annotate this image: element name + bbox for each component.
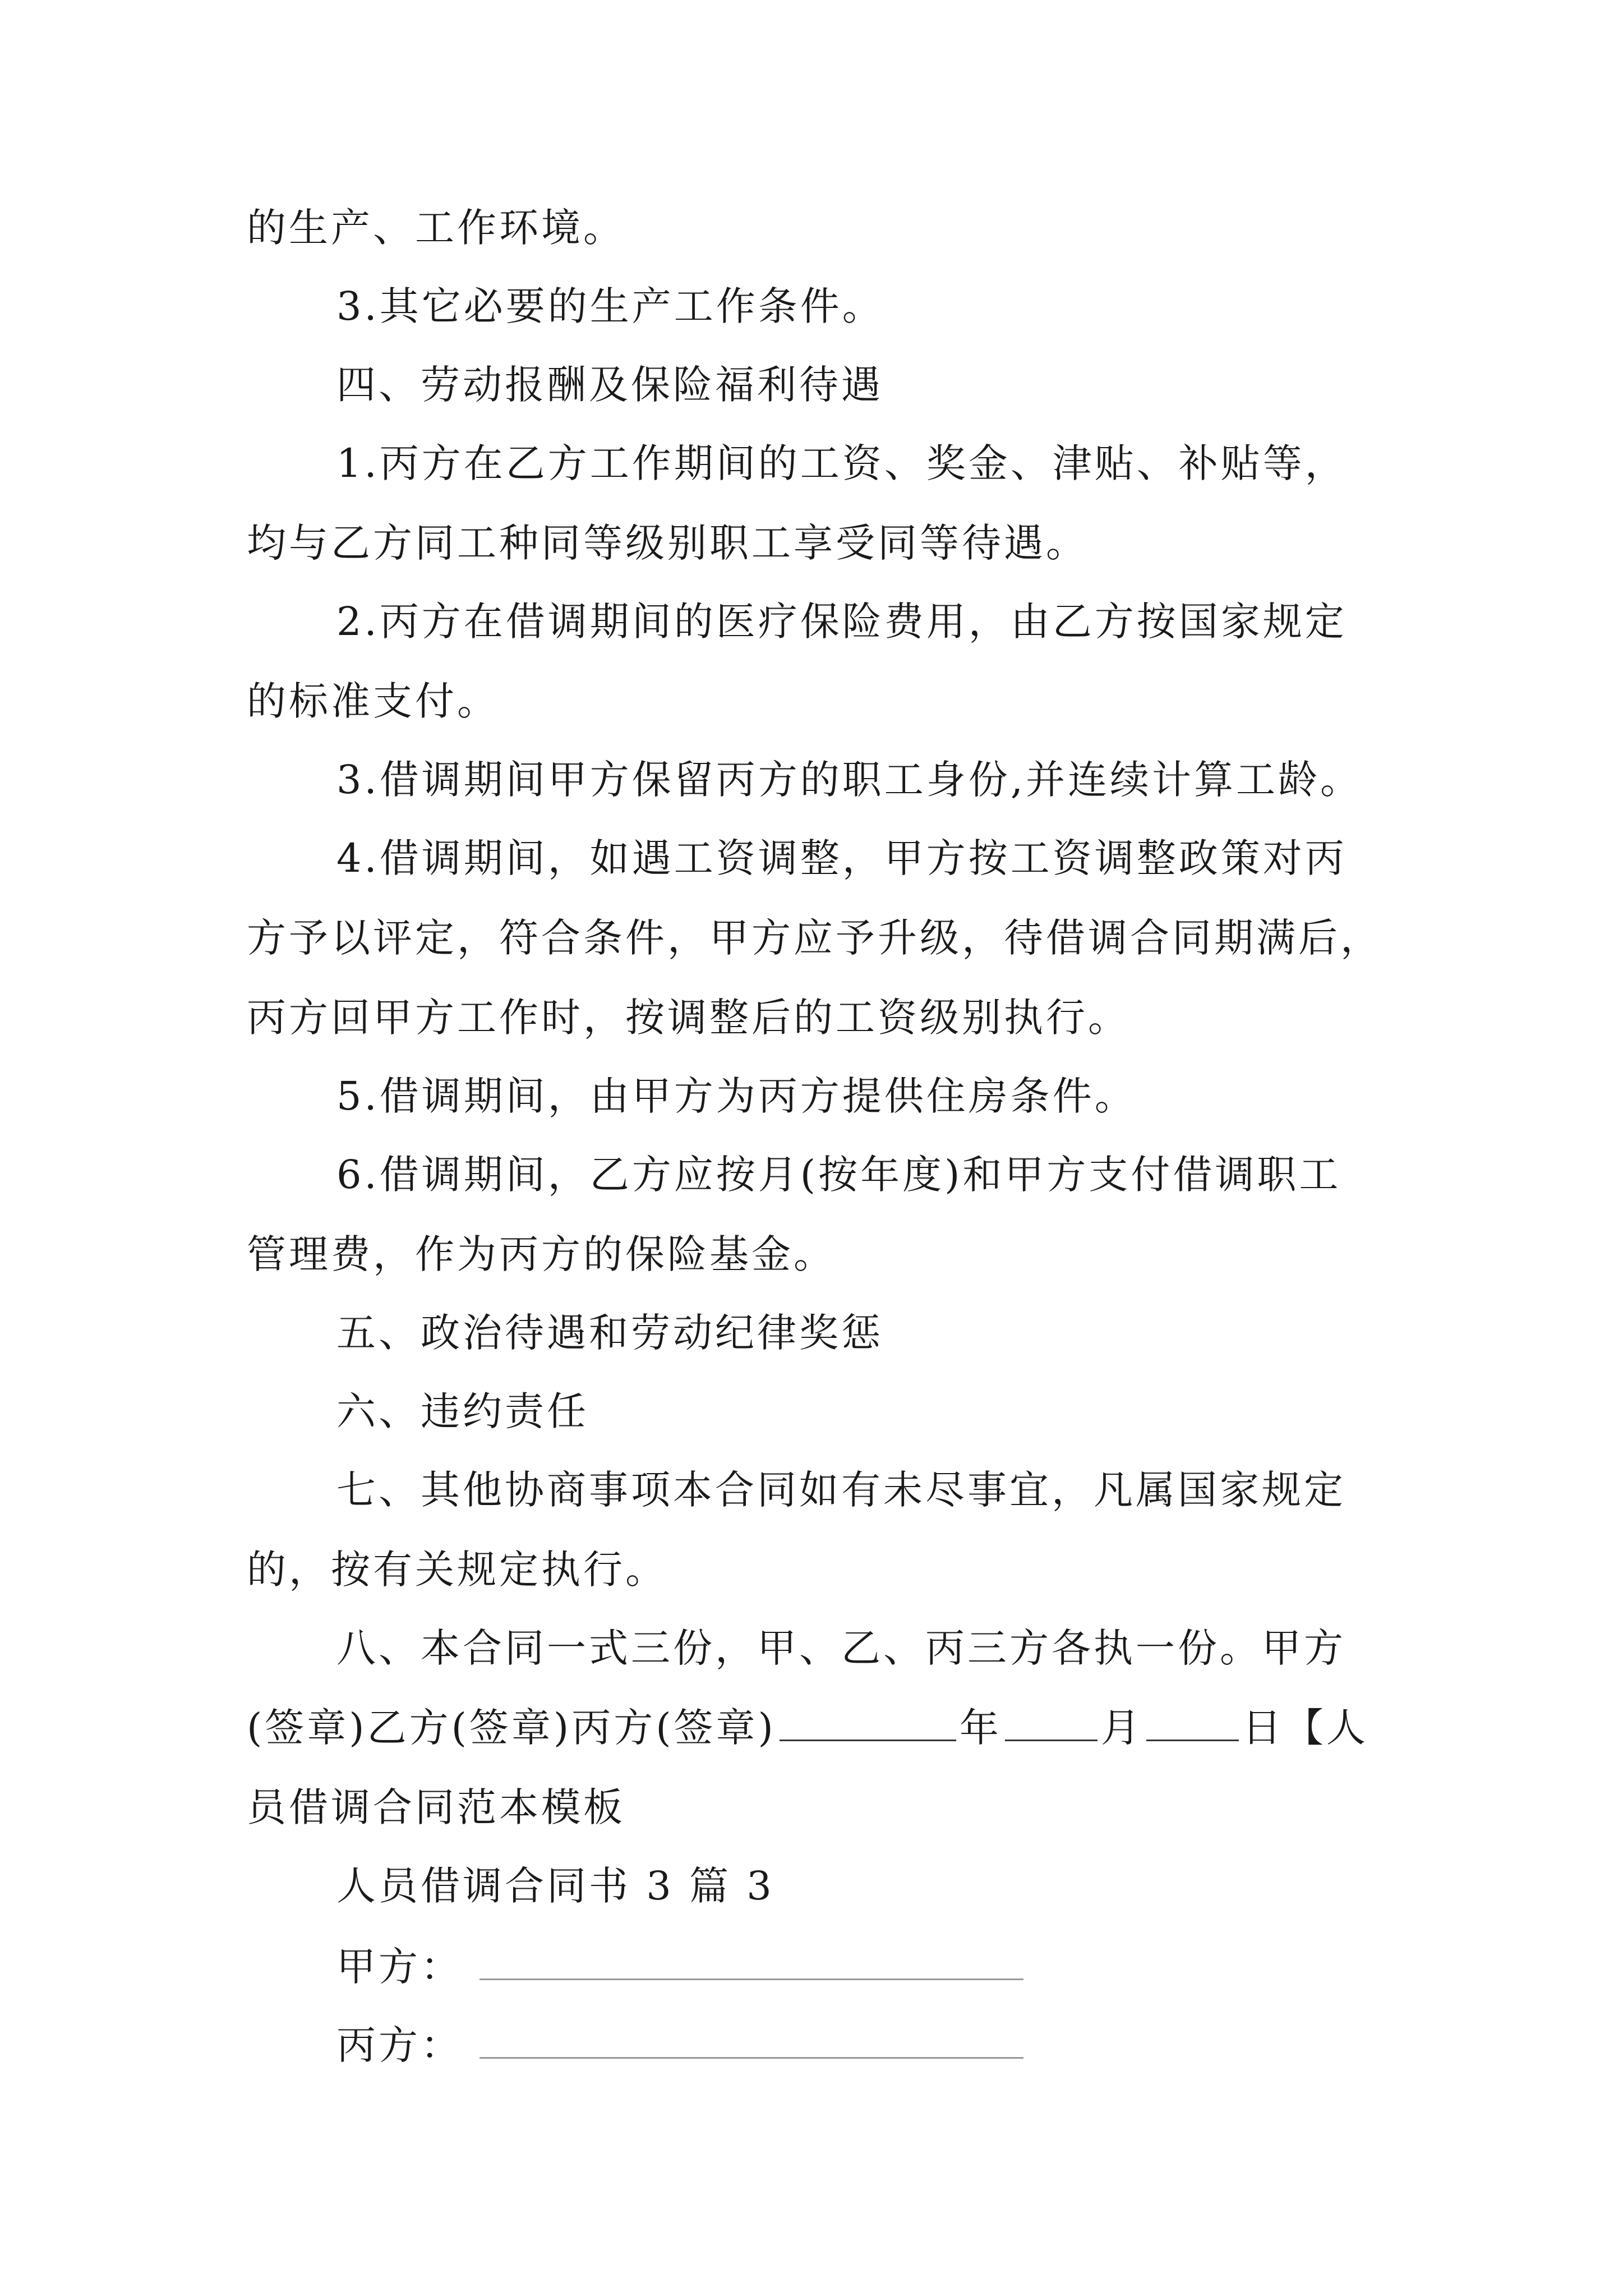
month-blank: [1005, 1705, 1098, 1741]
paragraph-line: 3.其它必要的生产工作条件。: [336, 283, 884, 329]
document-title: 人员借调合同书 3 篇 3: [336, 1863, 774, 1909]
day-blank: [1146, 1705, 1239, 1741]
section-heading: 六、违约责任: [336, 1388, 589, 1434]
year-blank: [780, 1705, 956, 1741]
day-label: 日【人: [1242, 1705, 1368, 1751]
month-label: 月: [1100, 1705, 1143, 1751]
signature-text: (签章)乙方(签章)丙方(签章): [247, 1705, 776, 1751]
section-heading: 四、劳动报酬及保险福利待遇: [336, 362, 883, 408]
party-a-blank: [479, 1941, 1023, 1980]
paragraph-line: 6.借调期间，乙方应按月(按年度)和甲方支付借调职工: [336, 1152, 1341, 1198]
year-label: 年: [959, 1705, 1002, 1751]
paragraph-line: 的生产、工作环境。: [247, 205, 625, 251]
party-c-line: [247, 2020, 1391, 2066]
signature-line: [247, 1705, 1391, 1751]
paragraph-line: 的标准支付。: [247, 678, 499, 724]
party-a-line: [247, 1941, 1391, 1990]
paragraph-line: 均与乙方同工种同等级别职工享受同等待遇。: [247, 520, 1088, 566]
paragraph-line: 七、其他协商事项本合同如有未尽事宜，凡属国家规定: [336, 1467, 1346, 1513]
paragraph-line: 员借调合同范本模板: [247, 1784, 625, 1830]
paragraph-line: 5.借调期间，由甲方为丙方提供住房条件。: [336, 1073, 1137, 1119]
party-c-blank: [479, 2020, 1023, 2059]
paragraph-line: 的，按有关规定执行。: [247, 1547, 667, 1593]
paragraph-line: 方予以评定，符合条件，甲方应予升级，待借调合同期满后，: [247, 915, 1382, 961]
party-c-label: 丙方：: [336, 2022, 463, 2068]
party-a-label: 甲方：: [336, 1944, 463, 1990]
paragraph-line: 八、本合同一式三份，甲、乙、丙三方各执一份。甲方: [336, 1625, 1346, 1671]
document-body: [247, 205, 1391, 2066]
paragraph-line: 4.借调期间，如遇工资调整，甲方按工资调整政策对丙: [336, 835, 1347, 881]
paragraph-line: 1.丙方在乙方工作期间的工资、奖金、津贴、补贴等，: [336, 440, 1347, 486]
paragraph-line: 丙方回甲方工作时，按调整后的工资级别执行。: [247, 995, 1130, 1041]
paragraph-line: 2.丙方在借调期间的医疗保险费用，由乙方按国家规定: [336, 599, 1347, 645]
paragraph-line: 管理费，作为丙方的保险基金。: [247, 1231, 836, 1277]
section-heading: 五、政治待遇和劳动纪律奖惩: [336, 1310, 883, 1356]
paragraph-line: 3.借调期间甲方保留丙方的职工身份,并连续计算工龄。: [336, 757, 1363, 803]
